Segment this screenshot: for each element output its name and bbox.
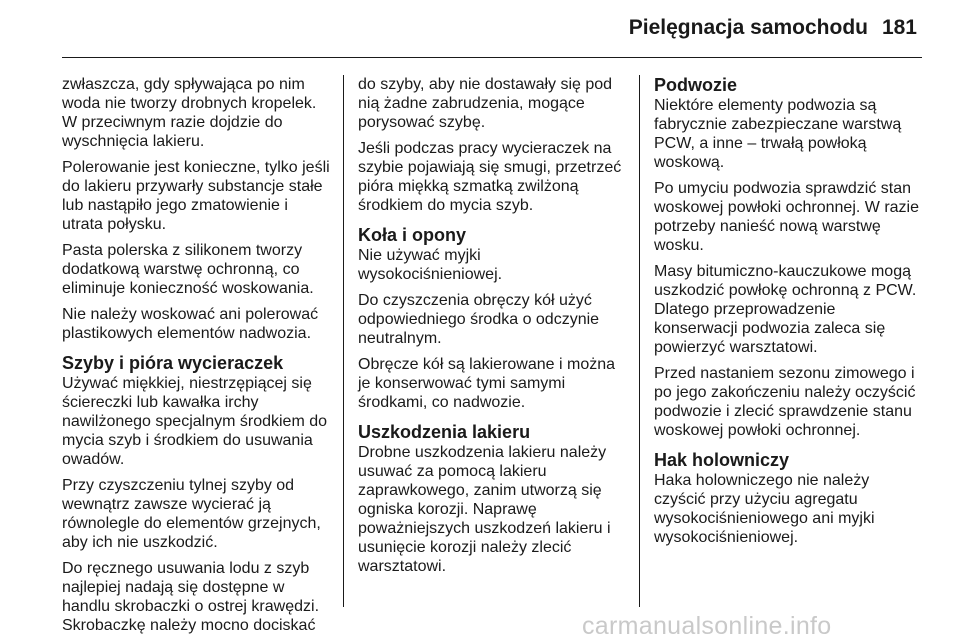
text-line: do lakieru przywarły substancje stałe: [62, 178, 323, 195]
text-line: owadów.: [62, 451, 125, 468]
text-line: Do czyszczenia obręczy kół użyć: [358, 292, 592, 309]
section-heading: [654, 75, 926, 96]
paragraph: [358, 75, 630, 132]
text-line: Do ręcznego usuwania lodu z szyb: [62, 560, 310, 577]
text-line: wewnątrz zawsze wycierać ją: [62, 496, 271, 513]
text-line: nawilżonego specjalnym środkiem do: [62, 413, 328, 430]
heading-line: Uszkodzenia lakieru: [358, 422, 531, 442]
text-line: je konserwować tymi samymi: [358, 375, 566, 392]
text-line: neutralnym.: [358, 330, 442, 347]
text-line: handlu skrobaczki o ostrej krawędzi.: [62, 598, 320, 615]
text-line: do szyby, aby nie dostawały się pod: [358, 76, 613, 93]
page-header: [0, 0, 960, 50]
text-line: porysować szybę.: [358, 114, 486, 131]
text-line: odpowiedniego środka o odczynie: [358, 311, 600, 328]
text-line: Haka holowniczego nie należy: [654, 472, 870, 489]
paragraph: [654, 471, 926, 547]
text-line: wyschnięcia lakieru.: [62, 133, 205, 150]
text-line: podwozie i zlecić sprawdzenie stanu: [654, 403, 912, 420]
text-line: woda nie tworzy drobnych kropelek.: [62, 95, 317, 112]
text-line: woskowej powłoki ochronnej.: [654, 422, 861, 439]
paragraph: [62, 75, 334, 151]
paragraph: [654, 179, 926, 255]
text-line: Używać miękkiej, niestrzępiącej się: [62, 375, 312, 392]
text-line: usunięcie korozji należy zlecić: [358, 539, 572, 556]
text-line: Polerowanie jest konieczne, tylko jeśli: [62, 159, 330, 176]
text-line: wysokociśnieniowej.: [654, 529, 799, 546]
text-line: zaprawkowego, zanim utworzą się: [358, 482, 602, 499]
watermark-text: carmanualsonline.info: [582, 612, 832, 640]
text-line: dodatkową warstwę ochronną, co: [62, 261, 300, 278]
text-line: eliminuje konieczność woskowania.: [62, 280, 314, 297]
paragraph: [358, 355, 630, 412]
section-heading: [358, 422, 630, 443]
paragraph: [62, 241, 334, 298]
section-heading: [358, 225, 630, 246]
text-line: potrzeby nanieść nową warstwę: [654, 218, 881, 235]
text-line: wosku.: [654, 237, 704, 254]
paragraph: [358, 139, 630, 215]
paragraph: [62, 305, 334, 343]
text-line: poważniejszych uszkodzeń lakieru i: [358, 520, 611, 537]
paragraph: [62, 374, 334, 469]
text-line: nią żadne zabrudzenia, mogące: [358, 95, 585, 112]
text-line: Obręcze kół są lakierowane i można: [358, 356, 616, 373]
text-line: woskową.: [654, 154, 725, 171]
paragraph: [62, 476, 334, 552]
heading-line: Szyby i pióra wycieraczek: [62, 353, 284, 373]
text-line: Przed nastaniem sezonu zimowego i: [654, 365, 915, 382]
text-line: Pasta polerska z silikonem tworzy: [62, 242, 303, 259]
text-column-3: [654, 75, 926, 554]
text-line: Nie należy woskować ani polerować: [62, 306, 319, 323]
paragraph: [358, 443, 630, 576]
paragraph: [358, 291, 630, 348]
page-title: Pielęgnacja samochodu: [628, 16, 868, 39]
text-column-2: [358, 75, 630, 583]
text-line: środkami, co nadwozie.: [358, 394, 526, 411]
text-line: Dlatego przeprowadzenie: [654, 301, 836, 318]
column-divider-2: [639, 75, 640, 607]
text-line: Przy czyszczeniu tylnej szyby od: [62, 477, 295, 494]
heading-line: Koła i opony: [358, 225, 466, 245]
column-divider-1: [343, 75, 344, 607]
text-line: lub nastąpiło jego zmatowienie i: [62, 197, 288, 214]
text-line: warsztatowi.: [358, 558, 447, 575]
text-line: woskowej powłoki ochronnej. W razie: [654, 199, 919, 216]
text-line: usuwać za pomocą lakieru: [358, 463, 547, 480]
text-line: ogniska korozji. Naprawę: [358, 501, 537, 518]
section-heading: [654, 450, 926, 471]
text-line: PCW, a inne – trwałą powłoką: [654, 135, 867, 152]
page-number: 181: [881, 16, 917, 39]
text-line: konserwacji podwozia zaleca się: [654, 320, 886, 337]
paragraph: [654, 262, 926, 357]
text-line: Po umyciu podwozia sprawdzić stan: [654, 180, 912, 197]
text-line: równolegle do elementów grzejnych,: [62, 515, 321, 532]
text-line: po jego zakończeniu należy oczyścić: [654, 384, 916, 401]
paragraph: [358, 246, 630, 284]
text-line: najlepiej nadają się dostępne w: [62, 579, 285, 596]
text-line: szybie pojawiają się smugi, przetrzeć: [358, 159, 622, 176]
text-line: utrata połysku.: [62, 216, 167, 233]
text-line: W przeciwnym razie dojdzie do: [62, 114, 283, 131]
text-line: ściereczki lub kawałka irchy: [62, 394, 259, 411]
text-line: aby ich nie uszkodzić.: [62, 534, 218, 551]
text-line: Jeśli podczas pracy wycieraczek na: [358, 140, 612, 157]
heading-line: Hak holowniczy: [654, 450, 790, 470]
paragraph: [654, 364, 926, 440]
header-divider: [62, 57, 922, 58]
text-line: pióra miękką szmatką zwilżoną: [358, 178, 579, 195]
text-line: mycia szyb i środkiem do usuwania: [62, 432, 313, 449]
text-line: fabrycznie zabezpieczane warstwą: [654, 116, 902, 133]
text-line: Skrobaczkę należy mocno dociskać: [62, 617, 316, 634]
text-column-1: [62, 75, 334, 642]
text-line: czyścić przy użyciu agregatu: [654, 491, 858, 508]
text-line: środkiem do mycia szyb.: [358, 197, 534, 214]
heading-line: Podwozie: [654, 75, 738, 95]
text-line: wysokociśnieniowej.: [358, 266, 503, 283]
paragraph: [62, 559, 334, 635]
text-line: Niektóre elementy podwozia są: [654, 97, 877, 114]
paragraph: [654, 96, 926, 172]
section-heading: [62, 353, 334, 374]
text-line: wysokociśnieniowego ani myjki: [654, 510, 875, 527]
text-line: Nie używać myjki: [358, 247, 481, 264]
text-line: uszkodzić powłokę ochronną z PCW.: [654, 282, 917, 299]
text-line: Drobne uszkodzenia lakieru należy: [358, 444, 607, 461]
text-line: plastikowych elementów nadwozia.: [62, 325, 312, 342]
paragraph: [62, 158, 334, 234]
text-line: zwłaszcza, gdy spływająca po nim: [62, 76, 305, 93]
text-line: powierzyć warsztatowi.: [654, 339, 818, 356]
text-line: Masy bitumiczno-kauczukowe mogą: [654, 263, 911, 280]
